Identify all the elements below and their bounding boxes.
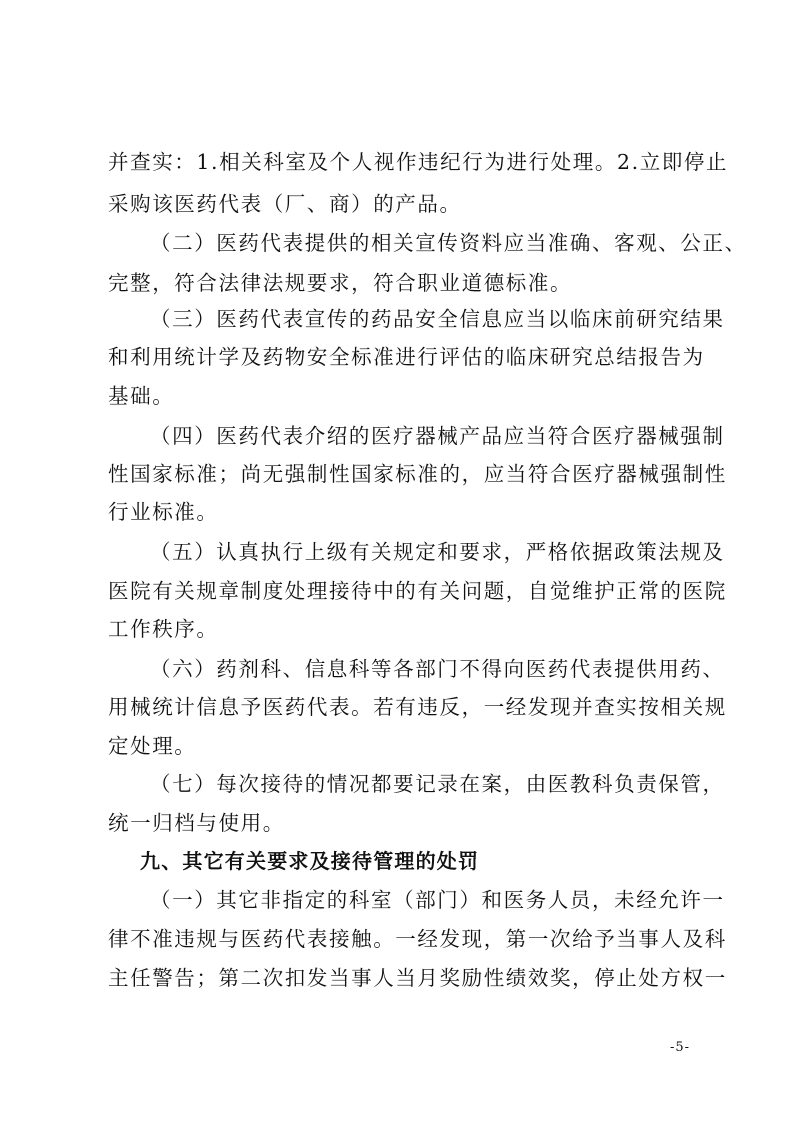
paragraph-line: 律不准违规与医药代表接触。一经发现，第一次给予当事人及科: [108, 927, 727, 951]
paragraph-line: 基础。: [108, 384, 175, 408]
paragraph-line: 并查实：1.相关科室及个人视作违纪行为进行处理。2.立即停止: [108, 150, 729, 174]
paragraph-line: 医院有关规章制度处理接待中的有关问题，自觉维护正常的医院: [108, 579, 727, 603]
paragraph-line: （二）医药代表提供的相关宣传资料应当准确、客观、公正、: [150, 231, 747, 255]
paragraph-line: 完整，符合法律法规要求，符合职业道德标准。: [108, 271, 573, 295]
paragraph-line: 行业标准。: [108, 500, 219, 524]
paragraph-line: 采购该医药代表（厂、商）的产品。: [108, 192, 462, 216]
paragraph-line: （一）其它非指定的科室（部门）和医务人员，未经允许一: [150, 888, 725, 912]
paragraph-line: （四）医药代表介绍的医疗器械产品应当符合医疗器械强制: [150, 424, 725, 448]
section-heading: 九、其它有关要求及接待管理的处罚: [140, 849, 480, 873]
paragraph-line: （六）药剂科、信息科等各部门不得向医药代表提供用药、: [150, 657, 725, 681]
paragraph-line: （三）医药代表宣传的药品安全信息应当以临床前研究结果: [150, 307, 725, 331]
paragraph-line: （五）认真执行上级有关规定和要求，严格依据政策法规及: [150, 540, 725, 564]
paragraph-line: 定处理。: [108, 734, 197, 758]
paragraph-line: 统一归档与使用。: [108, 811, 285, 835]
paragraph-line: 主任警告；第二次扣发当事人当月奖励性绩效奖，停止处方权一: [108, 966, 727, 990]
paragraph-line: 性国家标准；尚无强制性国家标准的，应当符合医疗器械强制性: [108, 462, 727, 486]
paragraph-line: 用械统计信息予医药代表。若有违反，一经发现并查实按相关规: [108, 695, 727, 719]
paragraph-line: （七）每次接待的情况都要记录在案，由医教科负责保管，: [150, 772, 725, 796]
paragraph-line: 工作秩序。: [108, 617, 219, 641]
page-number: -5-: [670, 1040, 691, 1055]
paragraph-line: 和利用统计学及药物安全标准进行评估的临床研究总结报告为: [108, 345, 705, 369]
